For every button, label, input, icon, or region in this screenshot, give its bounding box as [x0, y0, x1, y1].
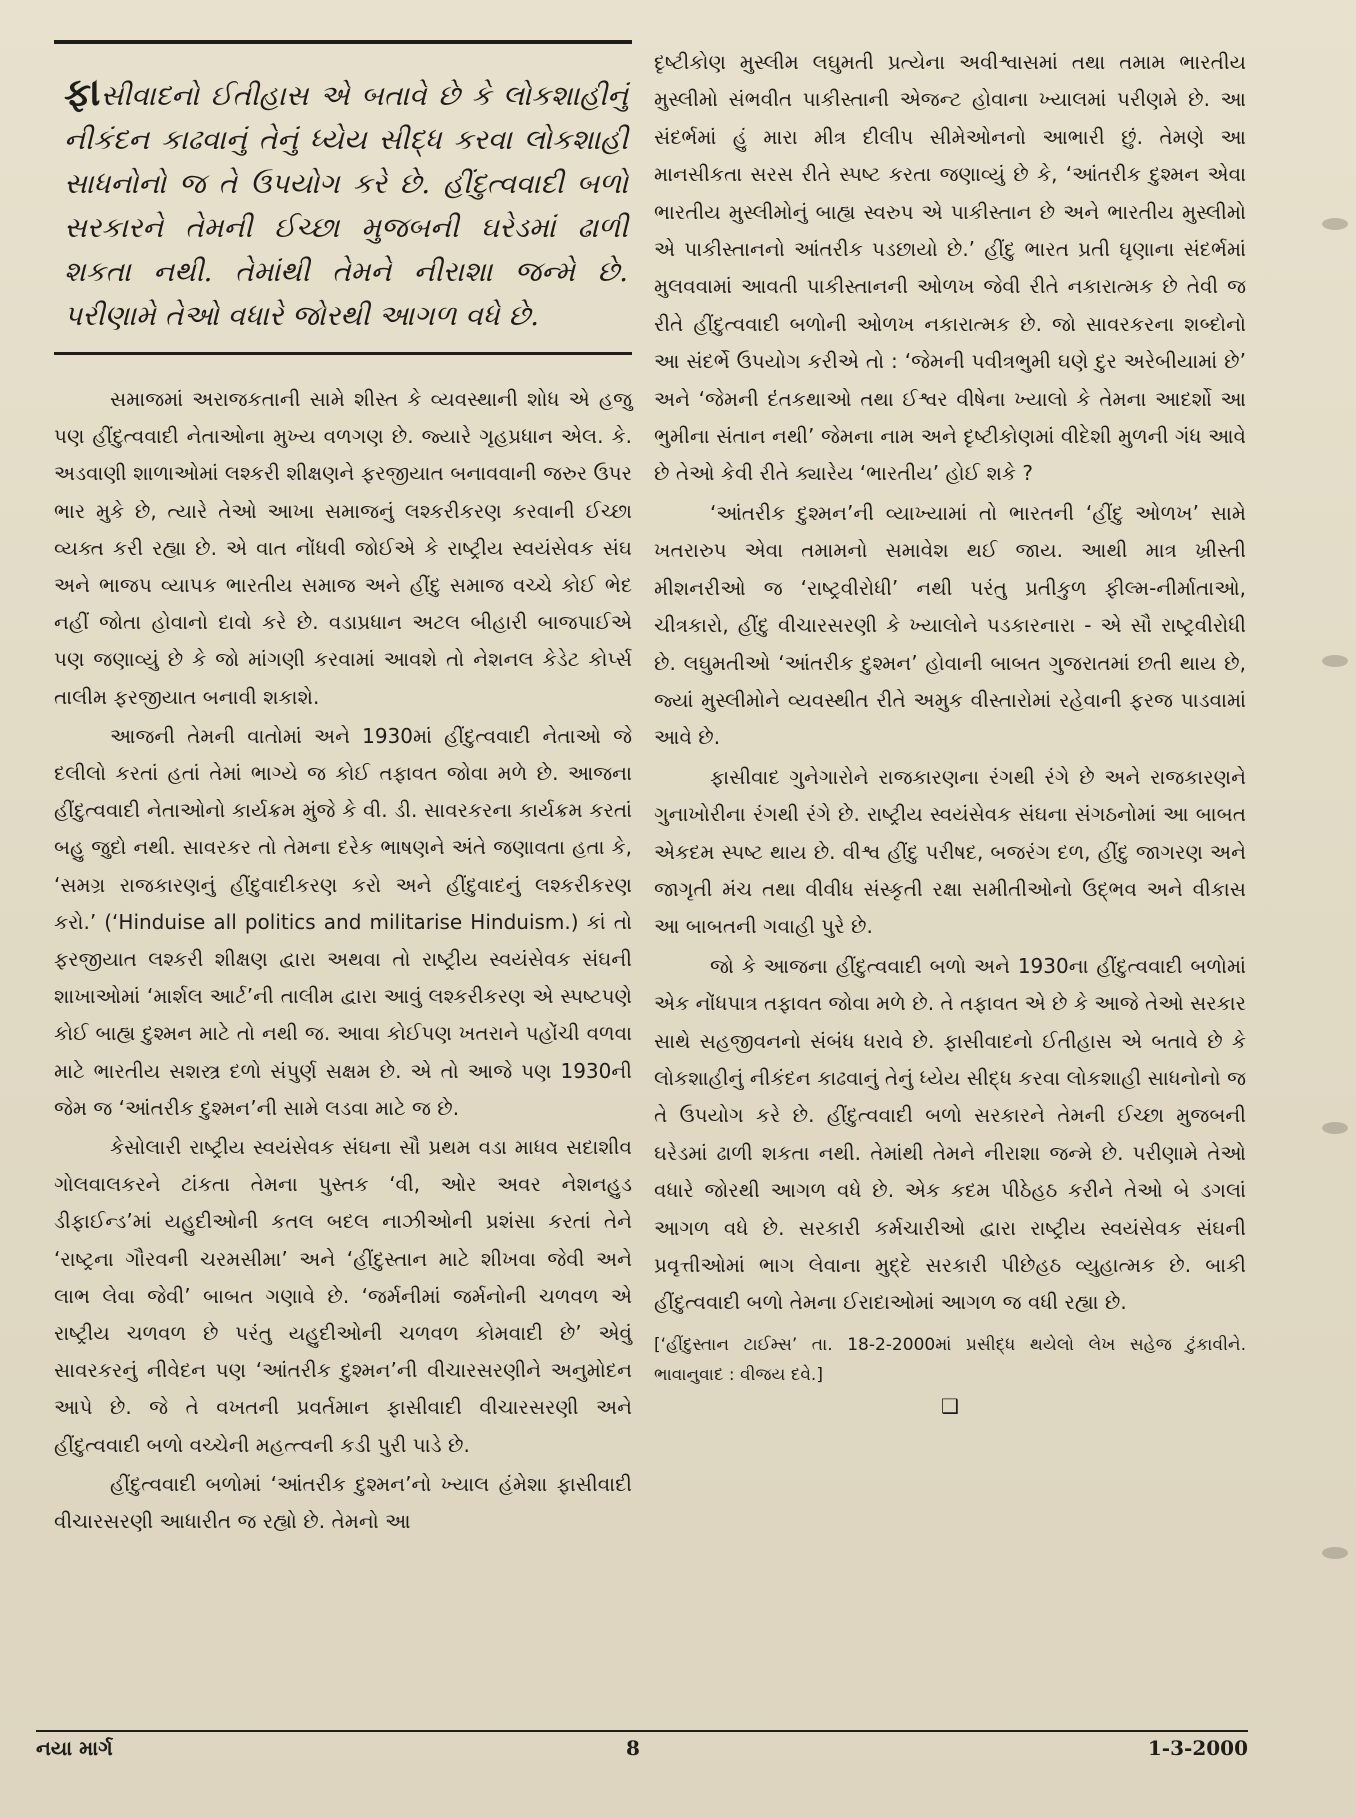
right-column: [654, 44, 1246, 1418]
source-credit: [‘હીંદુસ્તાન ટાઈમ્સ’ તા. 18-2-2000માં પ્રસીદ્ધ થયેલો લેખ સહેજ ટુંકાવીને. ભાવાનુવાદ : વીજય દવે.]: [654, 1334, 1246, 1385]
pullquote-drop-letters: ફા: [64, 69, 101, 114]
pullquote-bottom-rule: [54, 352, 632, 355]
pullquote-text: સીવાદનો ઈતીહાસ એ બતાવે છે કે લોકશાહીનું નીકંદન કાઢવાનું તેનું ધ્યેય સીદ્ધ કરવા લોકશાહી સાધનોનો જ તે ઉપયોગ કરે છે. હીંદુત્વવાદી બળો સરકારને તેમની ઈચ્છા મુજબની ઘરેડમાં ઢાળી શકતા નથી. તેમાંથી તેમને નીરાશા જન્મે છે. પરીણામે તેઓ વધારે જોરથી આગળ વધે છે.: [64, 79, 628, 332]
paragraph: હીંદુત્વવાદી બળોમાં ‘આંતરીક દુશ્મન’નો ખ્યાલ હંમેશા ફાસીવાદી વીચારસરણી આધારીત જ રહ્યો છે. તેમનો આ: [54, 1471, 632, 1534]
paragraph: ફાસીવાદ ગુનેગારોને રાજકારણના રંગથી રંગે છે અને રાજકારણને ગુનાખોરીના રંગથી રંગે છે. રાષ્ટ્રીય સ્વયંસેવક સંઘના સંગઠનોમાં આ બાબત એકદમ સ્પષ્ટ થાય છે. વીશ્વ હીંદુ પરીષદ, બજરંગ દળ, હીંદુ જાગરણ અને જાગૃતી મંચ તથા વીવીધ સંસ્કૃતી રક્ષા સમીતીઓનો ઉદ્ભવ અને વીકાસ આ બાબતની ગવાહી પુરે છે.: [654, 764, 1246, 939]
left-column: [54, 40, 632, 1540]
paragraph: ‘આંતરીક દુશ્મન’ની વ્યાખ્યામાં તો ભારતની ‘હીંદુ ઓળખ’ સામે ખતરારુપ એવા તમામનો સમાવેશ થઈ જાય. આથી માત્ર ખ્રીસ્તી મીશનરીઓ જ ‘રાષ્ટ્રવીરોધી’ નથી પરંતુ પ્રતીકુળ ફીલ્મ-નીર્માતાઓ, ચીત્રકારો, હીંદુ વીચારસરણી કે ખ્યાલોને પડકારનારા - એ સૌ રાષ્ટ્રવીરોધી છે. લઘુમતીઓ ‘આંતરીક દુશ્મન’ હોવાની બાબત ગુજરાતમાં છતી થાય છે, જ્યાં મુસ્લીમોને વ્યવસ્થીત રીતે અમુક વીસ્તારોમાં રહેવાની ફરજ પાડવામાં આવે છે.: [654, 500, 1246, 750]
paragraph: કેસોલારી રાષ્ટ્રીય સ્વયંસેવક સંઘના સૌ પ્રથમ વડા માધવ સદાશીવ ગોલવાલકરને ટાંકતા તેમના પુસ્તક ‘વી, ઓર અવર નેશનહુડ ડીફાઈન્ડ’માં યહુદીઓની કતલ બદલ નાઝીઓની પ્રશંસા કરતાં તેને ‘રાષ્ટ્રના ગૌરવની ચરમસીમા’ અને ‘હીંદુસ્તાન માટે શીખવા જેવી અને લાભ લેવા જેવી’ બાબત ગણાવે છે. ‘જર્મનીમાં જર્મનોની ચળવળ એ રાષ્ટ્રીય ચળવળ છે પરંતુ યહુદીઓની ચળવળ કોમવાદી છે’ એવું સાવરકરનું નીવેદન પણ ‘આંતરીક દુશ્મન’ની વીચારસરણીને અનુમોદન આપે છે. જે તે વખતની પ્રવર્તમાન ફાસીવાદી વીચારસરણી અને હીંદુત્વવાદી બળો વચ્ચેની મહત્ત્વની કડી પુરી પાડે છે.: [54, 1135, 632, 1457]
paragraph: જો કે આજના હીંદુત્વવાદી બળો અને 1930ના હીંદુત્વવાદી બળોમાં એક નોંધપાત્ર તફાવત જોવા મળે છે. તે તફાવત એ છે કે આજે તેઓ સરકાર સાથે સહજીવનનો સંબંધ ધરાવે છે. ફાસીવાદનો ઈતીહાસ એ બતાવે છે કે લોકશાહીનું નીકંદન કાઢવાનું તેનું ધ્યેય સીદ્ધ કરવા લોકશાહી સાધનોનો જ તે ઉપયોગ કરે છે. હીંદુત્વવાદી બળો સરકારને તેમની ઈચ્છા મુજબની ઘરેડમાં ઢાળી શકતા નથી. તેમાંથી તેમને નીરાશા જન્મે છે. પરીણામે તેઓ વધારે જોરથી આગળ વધે છે. એક કદમ પીઠેહઠ કરીને તેઓ બે ડગલાં આગળ વધે છે. સરકારી કર્મચારીઓ દ્વારા રાષ્ટ્રીય સ્વયંસેવક સંઘની પ્રવૃત્તીઓમાં ભાગ લેવાના મુદ્દે સરકારી પીછેહઠ વ્યુહાત્મક છે. બાકી હીંદુત્વવાદી બળો તેમના ઈરાદાઓમાં આગળ જ વધી રહ્યા છે.: [654, 953, 1246, 1315]
binding-hole-icon: [1322, 655, 1348, 667]
binding-hole-icon: [1322, 1547, 1348, 1559]
page-footer: [36, 1736, 1248, 1776]
magazine-name: નયા માર્ગ: [36, 1736, 113, 1760]
paragraph: આજની તેમની વાતોમાં અને 1930માં હીંદુત્વવાદી નેતાઓ જે દલીલો કરતાં હતાં તેમાં ભાગ્યે જ કોઈ તફાવત જોવા મળે છે. આજના હીંદુત્વવાદી નેતાઓનો કાર્યક્રમ મુંજે કે વી. ડી. સાવરકરના કાર્યક્રમ કરતાં બહુ જુદો નથી. સાવરકર તો તેમના દરેક ભાષણને અંતે જણાવતા હતા કે, ‘સમગ્ર રાજકારણનું હીંદુવાદીકરણ કરો અને હીંદુવાદનું લશ્કરીકરણ કરો.’ (‘Hinduise all politics and militarise Hinduism.) કાં તો ફરજીયાત લશ્કરી શીક્ષણ દ્વારા અથવા તો રાષ્ટ્રીય સ્વયંસેવક સંઘની શાખાઓમાં ‘માર્શલ આર્ટ’ની તાલીમ દ્વારા આવું લશ્કરીકરણ એ સ્પષ્ટપણે કોઈ બાહ્ય દુશ્મન માટે તો નથી જ. આવા કોઈપણ ખતરાને પહોંચી વળવા માટે ભારતીય સશસ્ત્ર દળો સંપુર્ણ સક્ષમ છે. એ તો આજે પણ 1930ની જેમ જ ‘આંતરીક દુશ્મન’ની સામે લડવા માટે જ છે.: [54, 723, 632, 1120]
paragraph: દૃષ્ટીકોણ મુસ્લીમ લઘુમતી પ્રત્યેના અવીશ્વાસમાં તથા તમામ ભારતીય મુસ્લીમો સંભવીત પાકીસ્તાની એજન્ટ હોવાના ખ્યાલમાં પરીણમે છે. આ સંદર્ભમાં હું મારા મીત્ર દીલીપ સીમેઓનનો આભારી છું. તેમણે આ માનસીકતા સરસ રીતે સ્પષ્ટ કરતા જણાવ્યું છે કે, ‘આંતરીક દુશ્મન એવા ભારતીય મુસ્લીમોનું બાહ્ય સ્વરુપ એ પાકીસ્તાન છે અને ભારતીય મુસ્લીમો એ પાકીસ્તાનનો આંતરીક પડછાયો છે.’ હીંદુ ભારત પ્રતી ઘૃણાના સંદર્ભમાં મુલવવામાં આવતી પાકીસ્તાનની ઓળખ જેવી રીતે નકારાત્મક છે તેવી જ રીતે હીંદુત્વવાદી બળોની ઓળખ નકારાત્મક છે. જો સાવરકરના શબ્દોનો આ સંદર્ભે ઉપયોગ કરીએ તો : ‘જેમની પવીત્રભુમી ઘણે દુર અરેબીયામાં છે’ અને ‘જેમની દંતકથાઓ તથા ઈશ્વર વીષેના ખ્યાલો કે તેમના આદર્શો આ ભુમીના સંતાન નથી’ જેમના નામ અને દૃષ્ટીકોણમાં વીદેશી મુળની ગંધ આવે છે તેઓ કેવી રીતે ક્યારેય ‘ભારતીય’ હોઈ શકે ?: [654, 50, 1246, 486]
page-number: 8: [626, 1736, 640, 1760]
footer-rule: [36, 1730, 1248, 1732]
binding-hole-icon: [1322, 218, 1348, 230]
issue-date: 1-3-2000: [1147, 1736, 1248, 1760]
pullquote-top-rule: [54, 40, 632, 44]
paragraph: સમાજમાં અરાજકતાની સામે શીસ્ત કે વ્યવસ્થાની શોધ એ હજુ પણ હીંદુત્વવાદી નેતાઓના મુખ્ય વળગણ છે. જ્યારે ગૃહપ્રધાન એલ. કે. અડવાણી શાળાઓમાં લશ્કરી શીક્ષણને ફરજીયાત બનાવવાની જરુર ઉપર ભાર મુકે છે, ત્યારે તેઓ આખા સમાજનું લશ્કરીકરણ કરવાની ઈચ્છા વ્યક્ત કરી રહ્યા છે. એ વાત નોંધવી જોઈએ કે રાષ્ટ્રીય સ્વયંસેવક સંઘ અને ભાજપ વ્યાપક ભારતીય સમાજ અને હીંદુ સમાજ વચ્ચે કોઈ ભેદ નહીં જોતા હોવાનો દાવો કરે છે. વડાપ્રધાન અટલ બીહારી બાજપાઈએ પણ જણાવ્યું છે કે જો માંગણી કરવામાં આવશે તો નેશનલ કેડેટ કોર્પ્સ તાલીમ ફરજીયાત બનાવી શકાશે.: [54, 387, 632, 709]
binding-hole-icon: [1322, 1122, 1348, 1134]
end-mark-icon: ❑: [941, 1393, 959, 1418]
pullquote: [54, 70, 632, 338]
